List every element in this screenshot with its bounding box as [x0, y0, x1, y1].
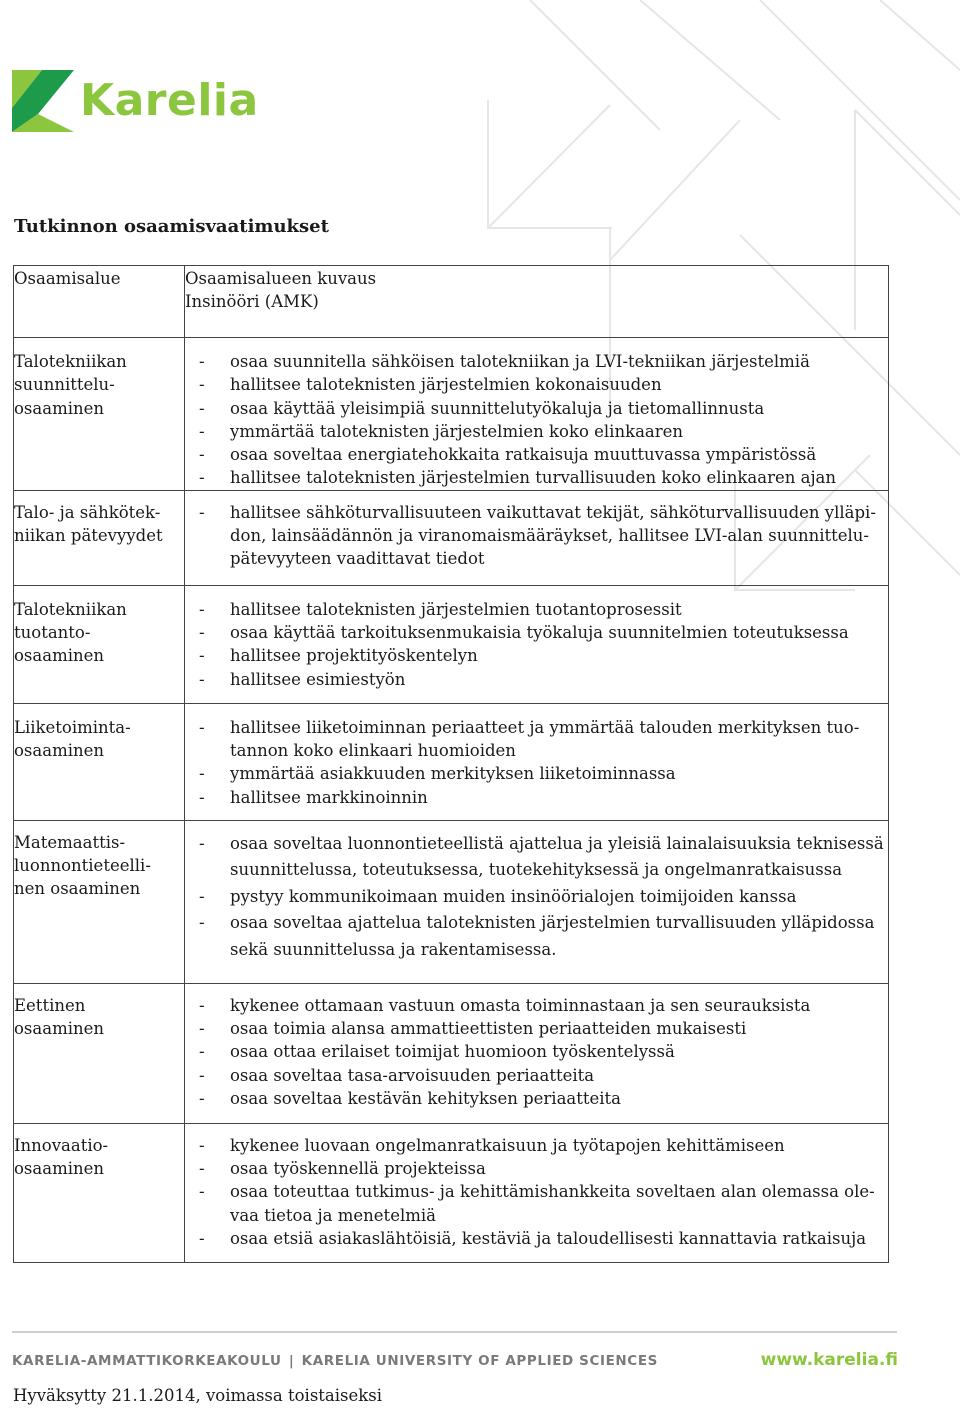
list-item: - osaa työskennellä projekteissa	[185, 1157, 888, 1180]
area-cell: Eettinen osaaminen	[14, 983, 185, 1123]
list-item: - osaa soveltaa luonnontieteellistä ajattelua ja yleisiä lainalaisuuksia teknisessä suunnittelussa, toteutuksessa, tuotekehityksessä ja ongelmanratkaisussa	[185, 831, 888, 884]
list-item: - osaa soveltaa tasa-arvoisuuden periaatteita	[185, 1064, 888, 1087]
list-item: - hallitsee sähköturvallisuuteen vaikuttavat tekijät, sähköturvallisuuden ylläpi-don, lainsäädännön ja viranomaismääräykset, hallitsee LVI-alan suunnittelu-pätevyyteen vaadittavat tiedot	[185, 501, 888, 571]
table-row	[14, 585, 889, 703]
list-item: - ymmärtää taloteknisten järjestelmien koko elinkaaren	[185, 420, 888, 443]
description-cell	[185, 490, 889, 585]
area-cell: Innovaatio- osaaminen	[14, 1123, 185, 1262]
table-row	[14, 820, 889, 983]
karelia-logo	[12, 70, 259, 132]
area-cell: Matemaattis- luonnontieteelli- nen osaaminen	[14, 820, 185, 983]
table-header-row	[14, 266, 889, 338]
table-row	[14, 703, 889, 820]
area-cell: Talotekniikan tuotanto- osaaminen	[14, 585, 185, 703]
area-cell: Talotekniikan suunnittelu- osaaminen	[14, 338, 185, 491]
area-cell: Talo- ja sähkötek- niikan pätevyydet	[14, 490, 185, 585]
header-area: Osaamisalue	[14, 266, 185, 338]
table-row	[14, 490, 889, 585]
header-description: Osaamisalueen kuvaus Insinööri (AMK)	[185, 266, 889, 338]
competence-table	[13, 265, 889, 1263]
table-row	[14, 338, 889, 491]
table-row	[14, 983, 889, 1123]
list-item: - hallitsee taloteknisten järjestelmien tuotantoprosessit	[185, 598, 888, 621]
list-item: - osaa soveltaa energiatehokkaita ratkaisuja muuttuvassa ympäristössä	[185, 443, 888, 466]
footer-institution: KARELIA-AMMATTIKORKEAKOULU | KARELIA UNIVERSITY OF APPLIED SCIENCES	[12, 1353, 658, 1369]
list-item: - osaa toteuttaa tutkimus- ja kehittämishankkeita soveltaen alan olemassa ole-vaa tietoa ja menetelmiä	[185, 1180, 888, 1227]
list-item: - hallitsee liiketoiminnan periaatteet ja ymmärtää talouden merkityksen tuo-tannon koko elinkaari huomioiden	[185, 716, 888, 763]
description-cell	[185, 338, 889, 491]
logo-wordmark: Karelia	[80, 75, 259, 126]
list-item: - kykenee luovaan ongelmanratkaisuun ja työtapojen kehittämiseen	[185, 1134, 888, 1157]
description-cell	[185, 983, 889, 1123]
description-cell	[185, 585, 889, 703]
list-item: - hallitsee taloteknisten järjestelmien turvallisuuden koko elinkaaren ajan	[185, 466, 888, 489]
list-item: - osaa soveltaa kestävän kehityksen periaatteita	[185, 1087, 888, 1110]
list-item: - pystyy kommunikoimaan muiden insinöörialojen toimijoiden kanssa	[185, 884, 888, 911]
list-item: - osaa käyttää yleisimpiä suunnittelutyökaluja ja tietomallinnusta	[185, 397, 888, 420]
table-row	[14, 1123, 889, 1262]
list-item: - kykenee ottamaan vastuun omasta toiminnastaan ja sen seurauksista	[185, 994, 888, 1017]
description-cell	[185, 1123, 889, 1262]
list-item: - osaa etsiä asiakaslähtöisiä, kestäviä ja taloudellisesti kannattavia ratkaisuja	[185, 1227, 888, 1250]
approval-note: Hyväksytty 21.1.2014, voimassa toistaiseksi	[13, 1386, 383, 1405]
list-item: - osaa ottaa erilaiset toimijat huomioon työskentelyssä	[185, 1040, 888, 1063]
page-title: Tutkinnon osaamisvaatimukset	[14, 216, 329, 237]
description-cell	[185, 820, 889, 983]
karelia-k-logo-icon	[12, 70, 74, 132]
footer-website-link[interactable]: www.karelia.fi	[760, 1350, 898, 1370]
list-item: - ymmärtää asiakkuuden merkityksen liiketoiminnassa	[185, 762, 888, 785]
area-cell: Liiketoiminta- osaaminen	[14, 703, 185, 820]
list-item: - hallitsee markkinoinnin	[185, 786, 888, 809]
list-item: - osaa käyttää tarkoituksenmukaisia työkaluja suunnitelmien toteutuksessa	[185, 621, 888, 644]
description-cell	[185, 703, 889, 820]
list-item: - hallitsee projektityöskentelyn	[185, 644, 888, 667]
list-item: - osaa toimia alansa ammattieettisten periaatteiden mukaisesti	[185, 1017, 888, 1040]
list-item: - hallitsee taloteknisten järjestelmien kokonaisuuden	[185, 373, 888, 396]
list-item: - osaa soveltaa ajattelua taloteknisten järjestelmien turvallisuuden ylläpidossa sekä suunnittelussa ja rakentamisessa.	[185, 910, 888, 963]
footer-divider	[12, 1331, 897, 1333]
list-item: - osaa suunnitella sähköisen talotekniikan ja LVI-tekniikan järjestelmiä	[185, 350, 888, 373]
list-item: - hallitsee esimiestyön	[185, 668, 888, 691]
